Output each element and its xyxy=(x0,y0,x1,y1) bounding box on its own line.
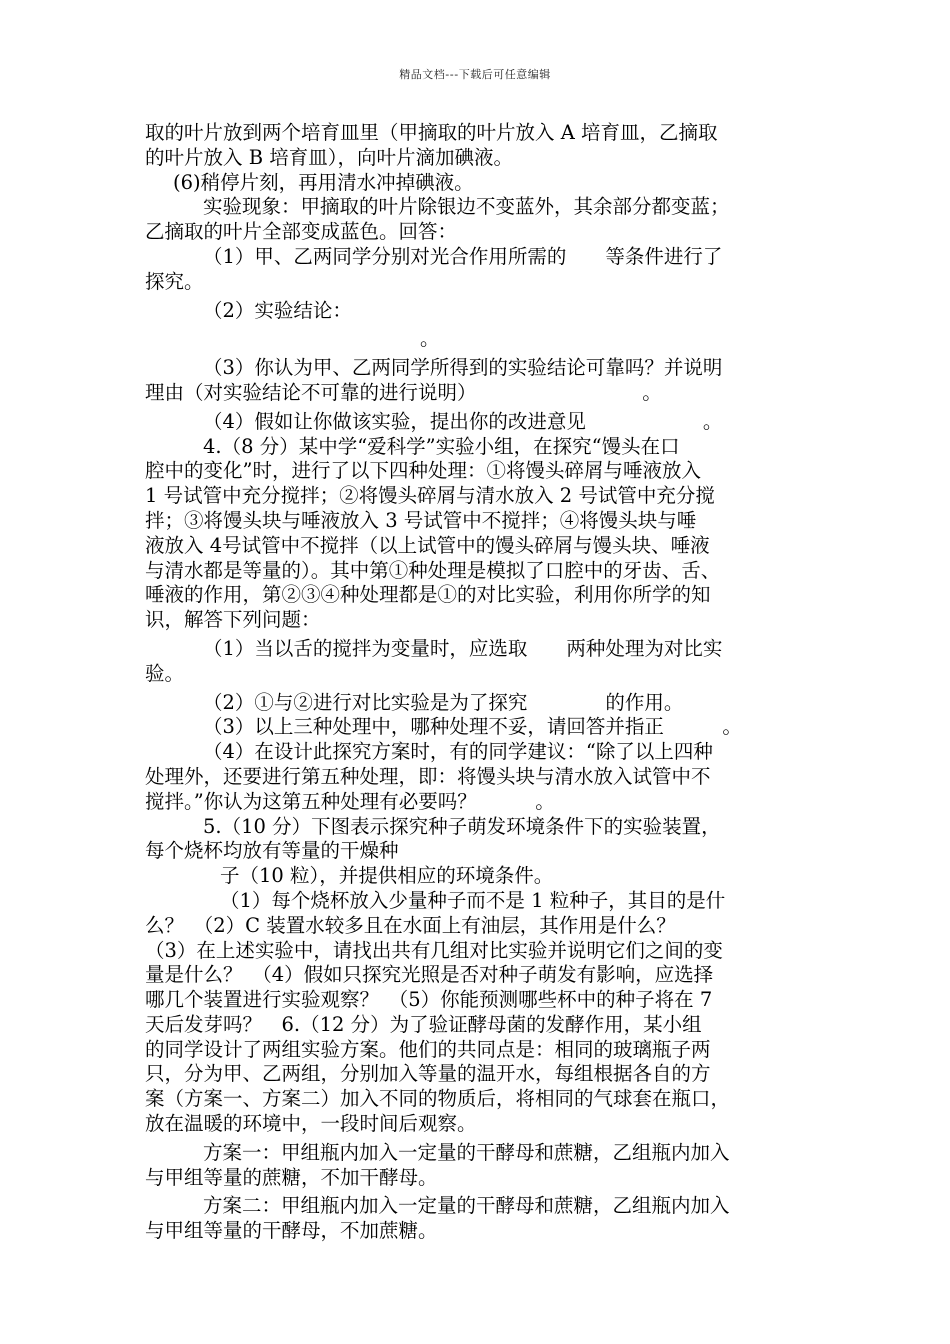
text-line: 与甲组等量的蔗糖，不加干酵母。 xyxy=(145,1165,438,1189)
page-header: 精品文档---下载后可任意编辑 xyxy=(399,68,551,81)
text-line: 验。 xyxy=(145,661,185,685)
text-line: 量是什么？ （4）假如只探究光照是否对种子萌发有影响，应选择 xyxy=(145,963,714,987)
text-line: 液放入 4号试管中不搅拌（以上试管中的馒头碎屑与馒头块、唾液 xyxy=(145,533,710,557)
text-line: 拌；③将馒头块与唾液放入 3 号试管中不搅拌；④将馒头块与唾 xyxy=(145,508,697,532)
text-line: 只，分为甲、乙两组，分别加入等量的温开水，每组根据各自的方 xyxy=(145,1062,711,1086)
text-line: 探究。 xyxy=(145,269,204,293)
text-line: 。 xyxy=(420,327,440,351)
text-line: 腔中的变化”时，进行了以下四种处理：①将馒头碎屑与唾液放入 xyxy=(145,459,701,483)
text-line: 的叶片放入 B 培育皿），向叶片滴加碘液。 xyxy=(145,145,513,169)
text-line: 方案一：甲组瓶内加入一定量的干酵母和蔗糖，乙组瓶内加入 xyxy=(203,1140,730,1164)
text-line: （3）在上述实验中，请找出共有几组对比实验并说明它们之间的变 xyxy=(145,938,723,962)
text-line: (6)稍停片刻，再用清水冲掉碘液。 xyxy=(173,170,474,194)
text-line: 5.（10 分）下图表示探究种子萌发环境条件下的实验装置， xyxy=(203,814,721,838)
text-line: 天后发芽吗？ 6.（12 分）为了验证酵母菌的发酵作用，某小组 xyxy=(145,1012,702,1036)
text-line: （1）当以舌的搅拌为变量时，应选取 两种处理为对比实 xyxy=(203,636,723,660)
text-line: 唾液的作用，第②③④种处理都是①的对比实验，利用你所学的知 xyxy=(145,583,711,607)
document-body xyxy=(145,121,815,1244)
text-line: （4）假如让你做该实验，提出你的改进意见 。 xyxy=(203,409,723,433)
text-line: 的同学设计了两组实验方案。他们的共同点是：相同的玻璃瓶子两 xyxy=(145,1037,711,1061)
text-line: 处理外，还要进行第五种处理，即：将馒头块与清水放入试管中不 xyxy=(145,764,711,788)
text-line: 么？ （2）C 装置水较多且在水面上有油层，其作用是什么？ xyxy=(145,913,676,937)
text-line: 放在温暖的环境中，一段时间后观察。 xyxy=(145,1112,477,1136)
text-line: （3）以上三种处理中，哪种处理不妥，请回答并指正 。 xyxy=(203,715,742,739)
text-line: 1 号试管中充分搅拌；②将馒头碎屑与清水放入 2 号试管中充分搅 xyxy=(145,484,715,508)
text-line: （2）①与②进行对比实验是为了探究 的作用。 xyxy=(203,690,684,714)
text-line: （3）你认为甲、乙两同学所得到的实验结论可靠吗？并说明 xyxy=(203,356,723,380)
text-line: 理由（对实验结论不可靠的进行说明） 。 xyxy=(145,380,662,404)
text-line: （1）甲、乙两同学分别对光合作用所需的 等条件进行了 xyxy=(203,244,723,268)
text-line: （1）每个烧杯放入少量种子而不是 1 粒种子，其目的是什 xyxy=(220,888,726,912)
text-line: 与清水都是等量的）。其中第①种处理是模拟了口腔中的牙齿、舌、 xyxy=(145,558,721,582)
text-line: 乙摘取的叶片全部变成蓝色。回答： xyxy=(145,220,458,244)
text-line: 每个烧杯均放有等量的干燥种 xyxy=(145,839,399,863)
text-line: 取的叶片放到两个培育皿里（甲摘取的叶片放入 A 培育皿，乙摘取 xyxy=(145,121,718,144)
text-line: （2）实验结论： xyxy=(203,298,352,322)
text-line: 子（10 粒），并提供相应的环境条件。 xyxy=(220,864,554,888)
text-line: 与甲组等量的干酵母，不加蔗糖。 xyxy=(145,1219,438,1243)
text-line: 哪几个装置进行实验观察？ （5）你能预测哪些杯中的种子将在 7 xyxy=(145,988,713,1012)
text-line: 搅拌。”你认为这第五种处理有必要吗？ 。 xyxy=(145,789,555,813)
text-line: 实验现象：甲摘取的叶片除银边不变蓝外，其余部分都变蓝； xyxy=(203,195,730,219)
text-line: 识，解答下列问题： xyxy=(145,608,321,632)
text-line: （4）在设计此探究方案时，有的同学建议：“除了以上四种 xyxy=(203,740,713,764)
text-line: 案（方案一、方案二）加入不同的物质后，将相同的气球套在瓶口， xyxy=(145,1087,731,1111)
text-line: 4.（8 分）某中学“爱科学”实验小组，在探究“馒头在口 xyxy=(203,434,680,458)
text-line: 方案二：甲组瓶内加入一定量的干酵母和蔗糖，乙组瓶内加入 xyxy=(203,1194,730,1218)
